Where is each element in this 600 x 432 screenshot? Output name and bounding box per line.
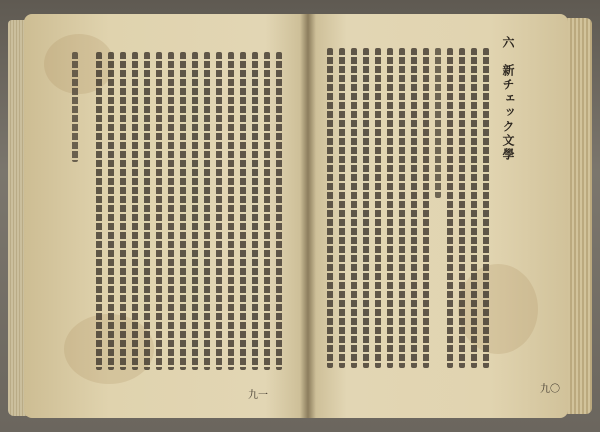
text-line	[435, 48, 441, 198]
chapter-heading: 六 新チェック文學	[501, 36, 515, 162]
text-line	[156, 52, 162, 370]
text-line	[447, 48, 453, 368]
text-line	[423, 48, 429, 368]
text-line	[252, 52, 258, 370]
text-line	[72, 52, 78, 162]
text-line	[363, 48, 369, 368]
text-line	[216, 52, 222, 370]
page-number: 九一	[248, 390, 268, 401]
text-line	[180, 52, 186, 370]
text-line	[240, 52, 246, 370]
text-line	[351, 48, 357, 368]
text-line	[459, 48, 465, 368]
text-line	[276, 52, 282, 370]
text-line	[168, 52, 174, 370]
paper-stain	[44, 34, 114, 94]
text-line	[108, 52, 114, 370]
text-line	[399, 48, 405, 368]
text-line	[375, 48, 381, 368]
text-line	[144, 52, 150, 370]
text-line	[132, 52, 138, 370]
text-line	[96, 52, 102, 370]
text-line	[327, 48, 333, 368]
book-gutter	[300, 14, 316, 418]
text-line	[411, 48, 417, 368]
page-number: 九〇	[540, 384, 560, 395]
text-line	[120, 52, 126, 370]
text-line	[471, 48, 477, 368]
right-page-stack-edge	[566, 18, 592, 414]
text-line	[387, 48, 393, 368]
text-line	[339, 48, 345, 368]
open-book	[8, 8, 592, 428]
paper-stain	[458, 264, 538, 354]
text-line	[204, 52, 210, 370]
text-line	[192, 52, 198, 370]
text-line	[264, 52, 270, 370]
text-line	[483, 48, 489, 368]
text-line	[228, 52, 234, 370]
